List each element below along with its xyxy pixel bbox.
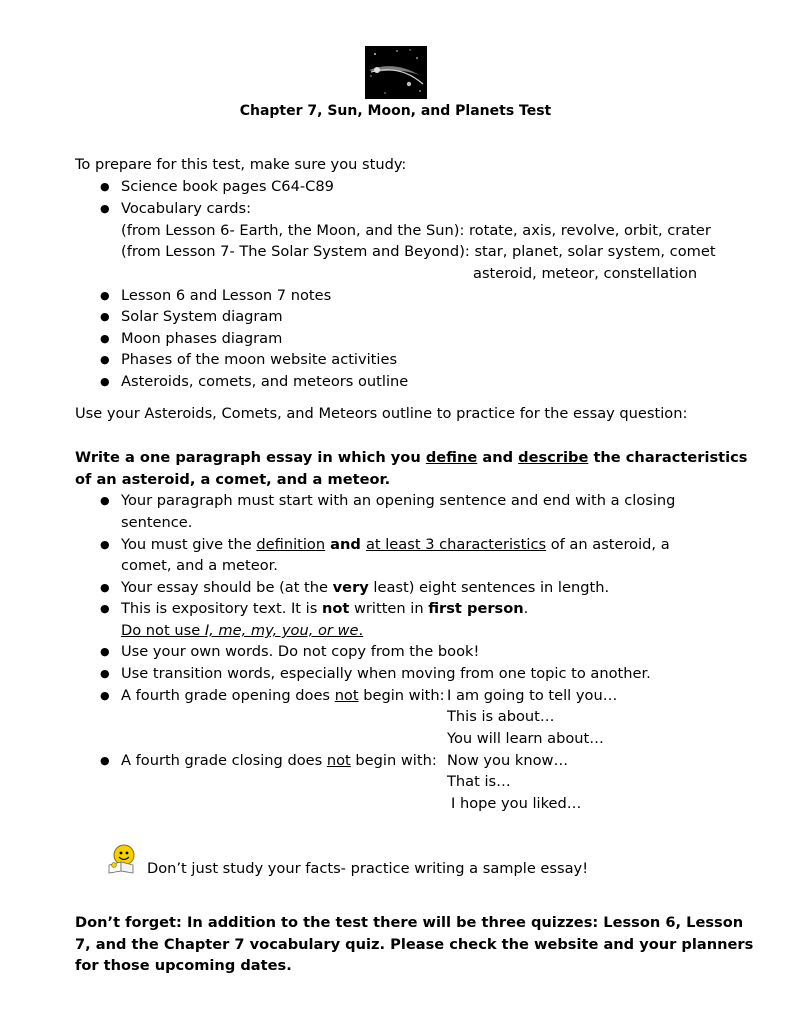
- bullet-icon: ●: [100, 289, 110, 302]
- rule-expository: [121, 598, 528, 619]
- study-item-notes: Lesson 6 and Lesson 7 notes: [121, 287, 332, 304]
- rule-pronouns: [121, 620, 363, 641]
- rule-text: .: [523, 600, 529, 617]
- rule-own-words: Use your own words. Do not copy from the book!: [121, 643, 480, 660]
- rule-text: written in: [349, 600, 429, 617]
- bullet-icon: ●: [100, 689, 110, 702]
- rule-first-person: first person: [428, 600, 524, 617]
- study-item-book-pages: Science book pages C64-C89: [121, 178, 334, 195]
- practice-instruction: Use your Asteroids, Comets, and Meteors outline to practice for the essay question:: [75, 405, 688, 422]
- bullet-icon: ●: [100, 180, 110, 193]
- intro-text: To prepare for this test, make sure you study:: [75, 156, 407, 173]
- rule-text: You must give the: [121, 536, 257, 553]
- rule-and: and: [325, 536, 366, 553]
- rule-text: begin with:: [358, 687, 445, 704]
- opening-example: You will learn about…: [447, 730, 604, 747]
- reminder-line2: 7, and the Chapter 7 vocabulary quiz. Please check the website and your planners: [75, 936, 754, 953]
- closing-example: I hope you liked…: [451, 795, 582, 812]
- prompt-describe: describe: [518, 449, 589, 466]
- rule-text: Your essay should be (at the: [121, 579, 333, 596]
- study-item-solar-diagram: Solar System diagram: [121, 308, 283, 325]
- bullet-icon: ●: [100, 645, 110, 658]
- rule-text: .: [358, 622, 364, 639]
- bullet-icon: ●: [100, 667, 110, 680]
- closing-example: That is…: [447, 773, 511, 790]
- rule-text: This is expository text. It is: [121, 600, 322, 617]
- rule-opening-examples: [121, 685, 445, 706]
- rule-text: A fourth grade closing does: [121, 752, 327, 769]
- rule-characteristics: at least 3 characteristics: [365, 536, 547, 553]
- rule-closing-examples: [121, 750, 437, 771]
- prompt-text: the characteristics: [588, 449, 748, 466]
- study-item-vocabulary: Vocabulary cards:: [121, 200, 252, 217]
- bullet-icon: ●: [100, 581, 110, 594]
- prompt-and: and: [477, 449, 519, 466]
- study-item-website: Phases of the moon website activities: [121, 351, 398, 368]
- reminder-line3: for those upcoming dates.: [75, 957, 292, 974]
- essay-prompt-line1: [75, 447, 747, 468]
- reminder-line1: Don’t forget: In addition to the test there will be three quizzes: Lesson 6, Lesson: [75, 914, 744, 931]
- vocab-lesson7: (from Lesson 7- The Solar System and Beyond): star, planet, solar system, comet: [121, 243, 716, 260]
- page-title: Chapter 7, Sun, Moon, and Planets Test: [239, 103, 552, 119]
- bullet-icon: ●: [100, 375, 110, 388]
- bullet-icon: ●: [100, 332, 110, 345]
- rule-text: Do not use: [121, 622, 205, 639]
- study-tip: Don’t just study your facts- practice writing a sample essay!: [147, 860, 589, 877]
- rule-text: A fourth grade opening does: [121, 687, 335, 704]
- opening-example: This is about…: [447, 708, 555, 725]
- bullet-icon: ●: [100, 494, 110, 507]
- essay-prompt-line2: of an asteroid, a comet, and a meteor.: [75, 471, 391, 488]
- study-item-outline: Asteroids, comets, and meteors outline: [121, 373, 409, 390]
- bullet-icon: ●: [100, 754, 110, 767]
- bullet-icon: ●: [100, 310, 110, 323]
- rule-text: begin with:: [350, 752, 437, 769]
- planet-orbit-clipart-icon: [365, 46, 427, 99]
- vocab-lesson6: (from Lesson 6- Earth, the Moon, and the Sun): rotate, axis, revolve, orbit, crater: [121, 222, 711, 239]
- rule-definition-word: definition: [256, 536, 326, 553]
- rule-not: not: [326, 752, 351, 769]
- rule-opening-closing: Your paragraph must start with an opening sentence and end with a closing: [121, 492, 676, 509]
- prompt-define: define: [425, 449, 478, 466]
- rule-very: very: [332, 579, 369, 596]
- rule-pronoun-list: I, me, my, you, or we: [204, 622, 359, 639]
- rule-not: not: [321, 600, 350, 617]
- rule-text: of an asteroid, a: [546, 536, 670, 553]
- bullet-icon: ●: [100, 602, 110, 615]
- rule-transitions: Use transition words, especially when moving from one topic to another.: [121, 665, 651, 682]
- bullet-icon: ●: [100, 538, 110, 551]
- closing-example: Now you know…: [447, 752, 569, 769]
- rule-definition: [121, 534, 670, 555]
- rule-text: least) eight sentences in length.: [368, 579, 610, 596]
- opening-example: I am going to tell you…: [447, 687, 618, 704]
- bullet-icon: ●: [100, 353, 110, 366]
- rule-not: not: [334, 687, 359, 704]
- study-item-moon-diagram: Moon phases diagram: [121, 330, 283, 347]
- rule-length: [121, 577, 609, 598]
- rule-definition-cont: comet, and a meteor.: [121, 557, 278, 574]
- vocab-lesson7-continued: asteroid, meteor, constellation: [473, 265, 698, 282]
- rule-opening-closing-cont: sentence.: [121, 514, 193, 531]
- prompt-text: Write a one paragraph essay in which you: [75, 449, 426, 466]
- bullet-icon: ●: [100, 202, 110, 215]
- smiley-reading-icon: [106, 843, 138, 875]
